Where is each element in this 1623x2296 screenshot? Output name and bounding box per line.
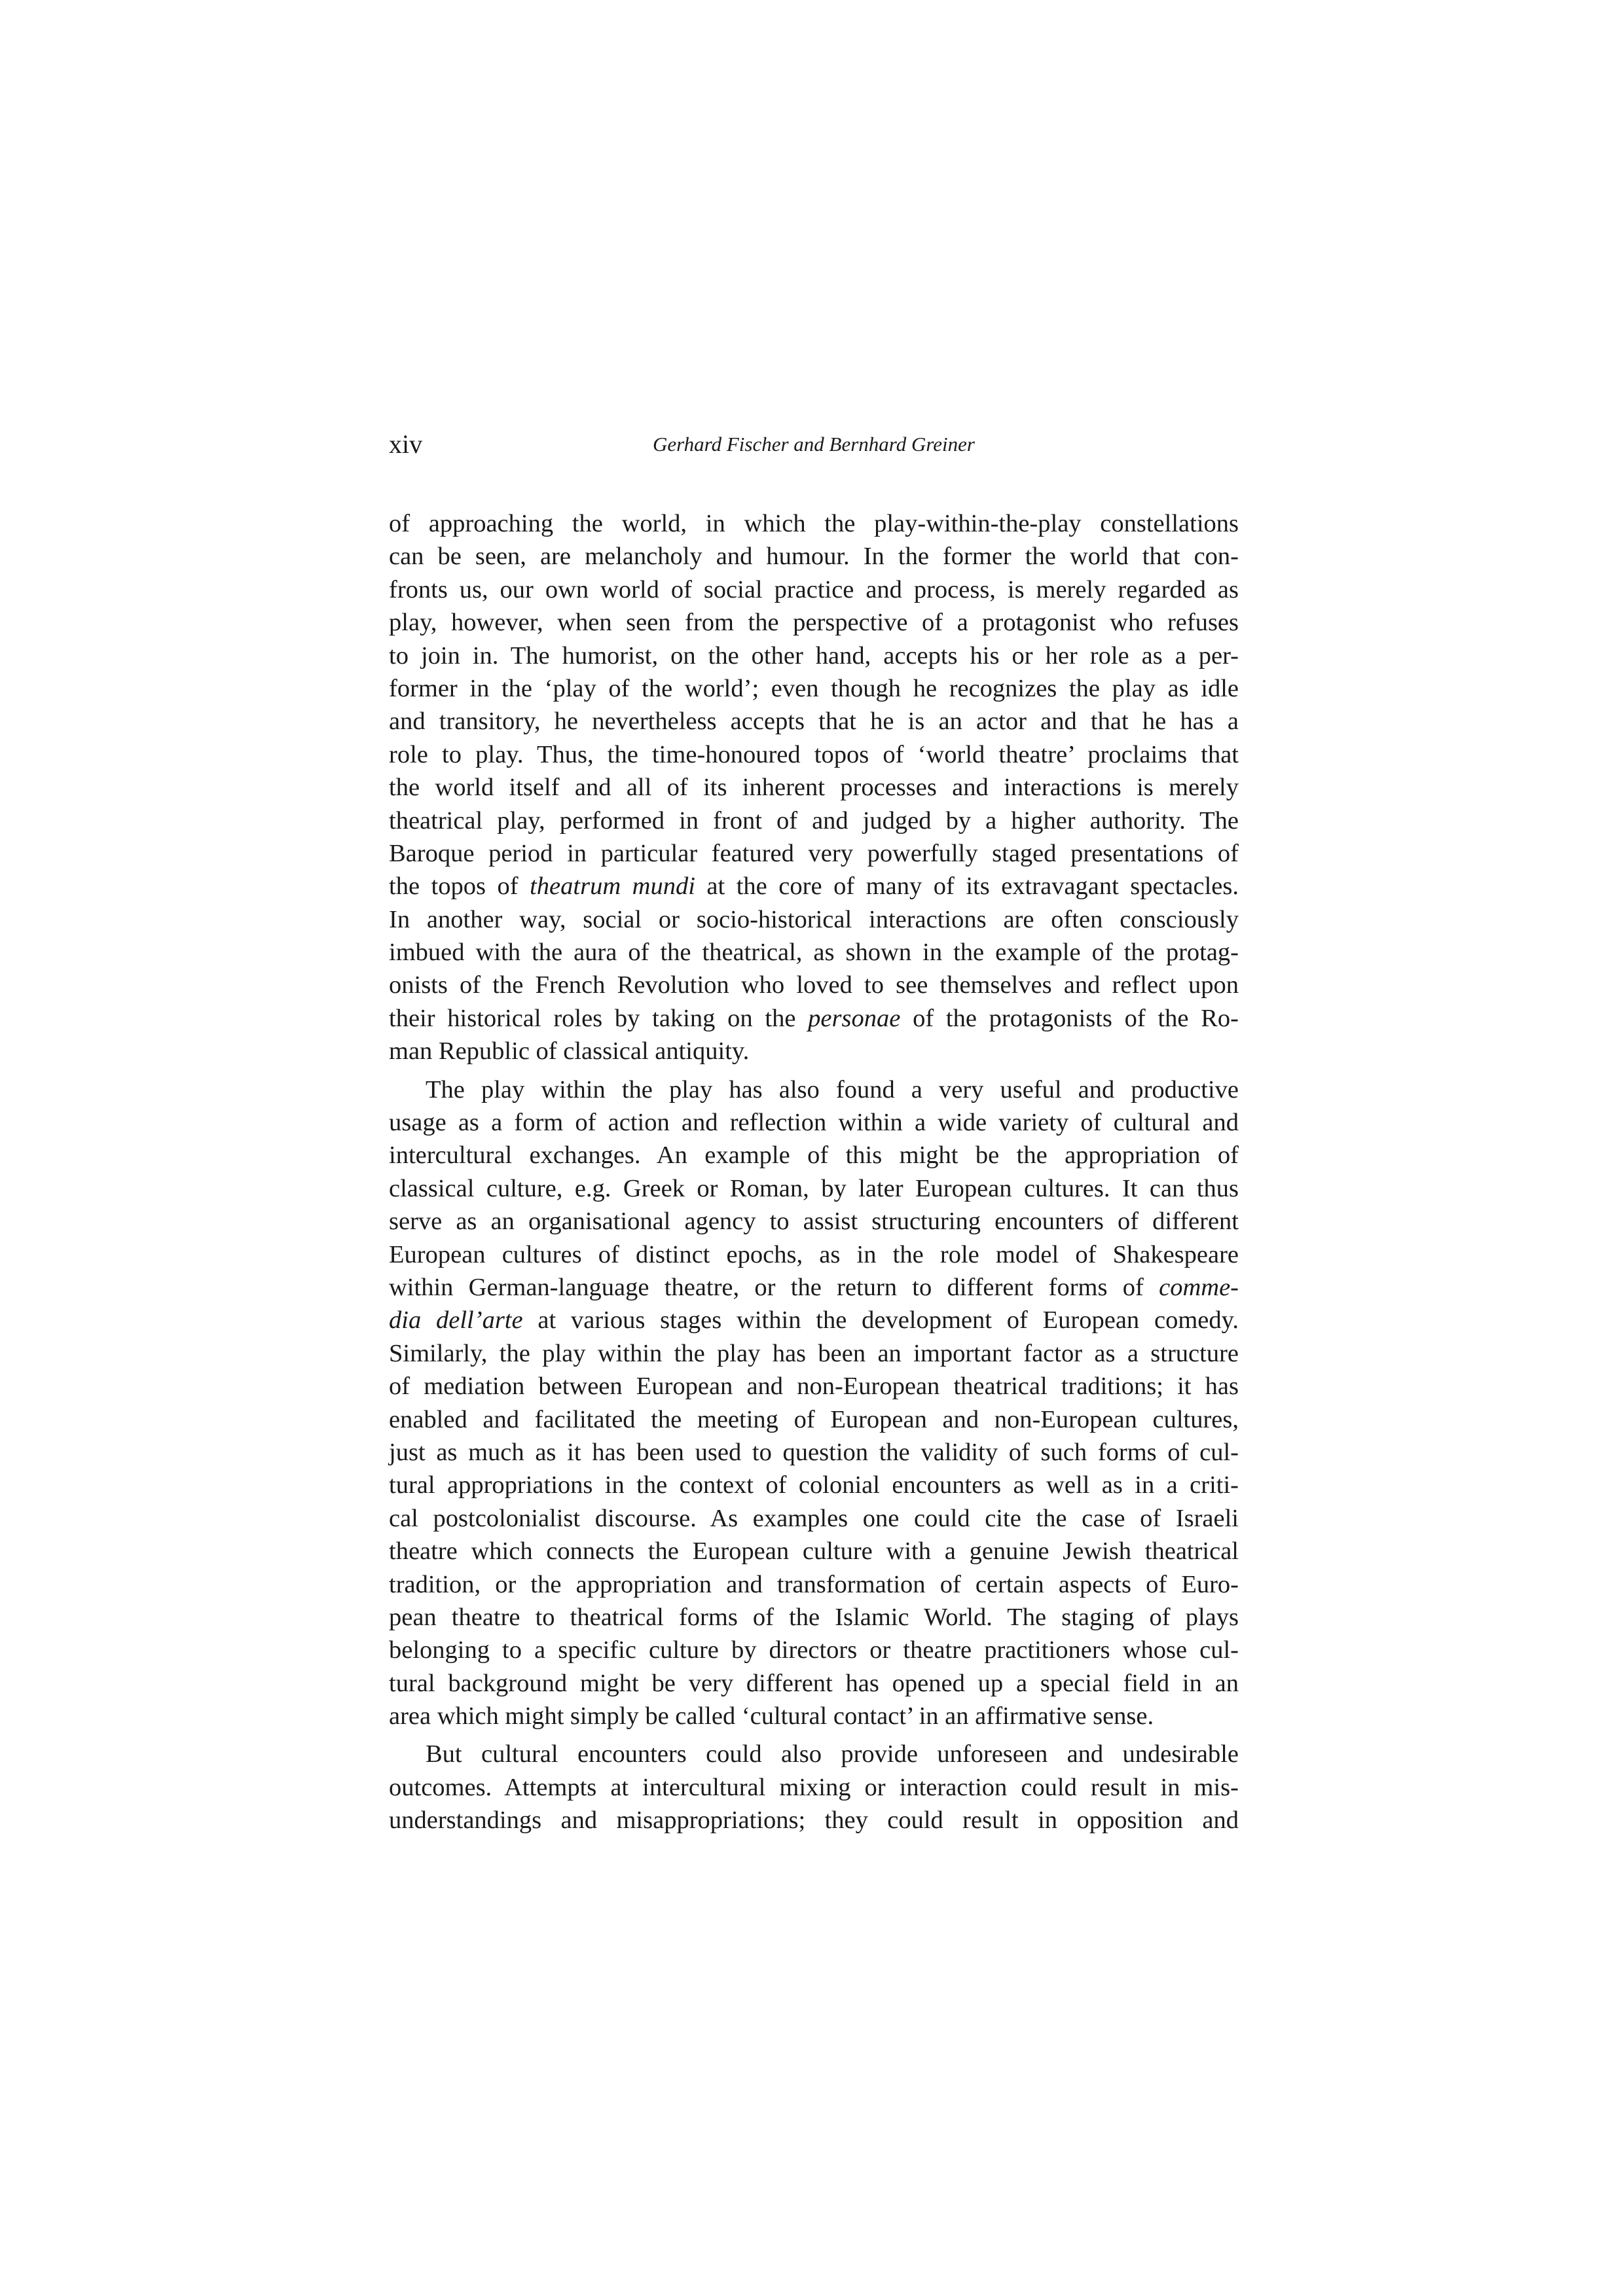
paragraph-gap (389, 1732, 1239, 1738)
paragraph-gap (389, 1068, 1239, 1073)
text-segment: In another way, social or socio-historical interactions are often consciously (389, 905, 1239, 933)
text-line (389, 903, 1239, 936)
text-segment: theatrical play, performed in front of and judged by a higher authority. The (389, 806, 1239, 834)
text-line (389, 1106, 1239, 1139)
text-segment: But cultural encounters could also provide unforeseen and undesirable (426, 1740, 1239, 1768)
text-line (389, 639, 1239, 672)
text-segment: intercultural exchanges. An example of this might be the appropriation of (389, 1141, 1239, 1170)
text-segment: role to play. Thus, the time-honoured topos of ‘world theatre’ proclaims that (389, 740, 1239, 768)
text-line (389, 1073, 1239, 1106)
text-line (389, 1771, 1239, 1804)
text-segment: the world itself and all of its inherent processes and interactions is merely (389, 774, 1239, 802)
text-line (389, 1271, 1239, 1304)
text-line (389, 1035, 1239, 1067)
running-head (389, 428, 1239, 461)
running-title: Gerhard Fischer and Bernhard Greiner (653, 433, 975, 456)
text-segment: and transitory, he nevertheless accepts that he is an actor and that he has a (389, 708, 1239, 736)
text-segment: pean theatre to theatrical forms of the Islamic World. The staging of plays (389, 1603, 1239, 1631)
text-line (389, 1738, 1239, 1770)
italic-text: comme- (1159, 1273, 1239, 1301)
text-line (389, 1502, 1239, 1535)
text-segment: of the protagonists of the Ro- (900, 1004, 1239, 1032)
text-line (389, 870, 1239, 903)
text-segment: outcomes. Attempts at intercultural mixing or interaction could result in mis- (389, 1773, 1239, 1801)
italic-text: theatrum mundi (530, 872, 695, 901)
paragraph (389, 1073, 1239, 1733)
text-line (389, 1469, 1239, 1501)
text-segment: the topos of (389, 872, 530, 901)
text-segment: man Republic of classical antiquity. (389, 1037, 750, 1066)
text-line (389, 1535, 1239, 1568)
text-segment: belonging to a specific culture by directors or theatre practitioners whose cul- (389, 1636, 1239, 1664)
text-line (389, 1700, 1239, 1732)
paragraph (389, 1738, 1239, 1837)
text-line (389, 507, 1239, 540)
text-line (389, 1172, 1239, 1205)
text-segment: area which might simply be called ‘cultural contact’ in an affirmative sense. (389, 1702, 1154, 1731)
text-segment: former in the ‘play of the world’; even though he recognizes the play as idle (389, 674, 1239, 702)
text-line (389, 738, 1239, 771)
text-line (389, 606, 1239, 639)
text-segment: classical culture, e.g. Greek or Roman, by later European cultures. It can thus (389, 1174, 1239, 1202)
text-segment: onists of the French Revolution who loved to see themselves and reflect upon (389, 971, 1239, 999)
text-segment: theatre which connects the European culture with a genuine Jewish theatrical (389, 1537, 1239, 1566)
body-text (389, 507, 1239, 1837)
text-line (389, 540, 1239, 573)
text-segment: cal postcolonialist discourse. As examples one could cite the case of Israeli (389, 1504, 1239, 1532)
text-segment: tradition, or the appropriation and transformation of certain aspects of Euro- (389, 1570, 1239, 1598)
text-segment: Baroque period in particular featured very powerfully staged presentations of (389, 839, 1239, 867)
text-line (389, 1403, 1239, 1436)
text-segment: serve as an organisational agency to assist structuring encounters of different (389, 1208, 1239, 1236)
text-segment: of mediation between European and non-European theatrical traditions; it has (389, 1372, 1239, 1401)
text-segment: tural background might be very different has opened up a special field in an (389, 1669, 1239, 1697)
text-segment: The play within the play has also found a very useful and productive (426, 1075, 1239, 1103)
text-line (389, 1667, 1239, 1700)
text-segment: at various stages within the development of European comedy. (522, 1306, 1239, 1335)
text-line (389, 1304, 1239, 1336)
text-line (389, 804, 1239, 837)
text-line (389, 1436, 1239, 1469)
text-segment: play, however, when seen from the perspective of a protagonist who refuses (389, 609, 1239, 637)
text-line (389, 1337, 1239, 1370)
text-segment: just as much as it has been used to question the validity of such forms of cul- (389, 1438, 1239, 1466)
text-segment: understandings and misappropriations; they could result in opposition and (389, 1806, 1239, 1835)
text-segment: can be seen, are melancholy and humour. In the former the world that con- (389, 543, 1239, 571)
text-line (389, 969, 1239, 1001)
text-segment: Similarly, the play within the play has been an important factor as a structure (389, 1339, 1239, 1367)
text-line (389, 936, 1239, 969)
text-segment: to join in. The humorist, on the other hand, accepts his or her role as a per- (389, 641, 1239, 670)
paragraph (389, 507, 1239, 1068)
text-line (389, 1370, 1239, 1403)
text-segment: imbued with the aura of the theatrical, as shown in the example of the protag- (389, 939, 1239, 967)
text-line (389, 1804, 1239, 1837)
text-segment: fronts us, our own world of social practice and process, is merely regarded as (389, 575, 1239, 603)
text-line (389, 1139, 1239, 1172)
text-line (389, 1568, 1239, 1601)
text-line (389, 771, 1239, 804)
text-segment: enabled and facilitated the meeting of European and non-European cultures, (389, 1405, 1239, 1433)
text-line (389, 672, 1239, 705)
text-line (389, 1002, 1239, 1035)
text-line (389, 573, 1239, 606)
text-segment: within German-language theatre, or the return to different forms of (389, 1273, 1159, 1301)
text-segment: their historical roles by taking on the (389, 1004, 809, 1032)
text-line (389, 1601, 1239, 1634)
text-line (389, 1238, 1239, 1271)
text-segment: at the core of many of its extravagant spectacles. (695, 872, 1239, 901)
text-line (389, 1634, 1239, 1666)
text-line (389, 705, 1239, 738)
text-segment: usage as a form of action and reflection within a wide variety of cultural and (389, 1109, 1239, 1137)
text-segment: European cultures of distinct epochs, as in the role model of Shakespeare (389, 1240, 1239, 1268)
italic-text: personae (808, 1004, 901, 1032)
page-number: xiv (389, 429, 423, 459)
text-line (389, 1205, 1239, 1238)
text-segment: tural appropriations in the context of colonial encounters as well as in a criti- (389, 1471, 1239, 1499)
text-line (389, 837, 1239, 870)
text-segment: of approaching the world, in which the play-within-the-play constellations (389, 510, 1239, 537)
italic-text: dia dell’arte (389, 1306, 523, 1335)
